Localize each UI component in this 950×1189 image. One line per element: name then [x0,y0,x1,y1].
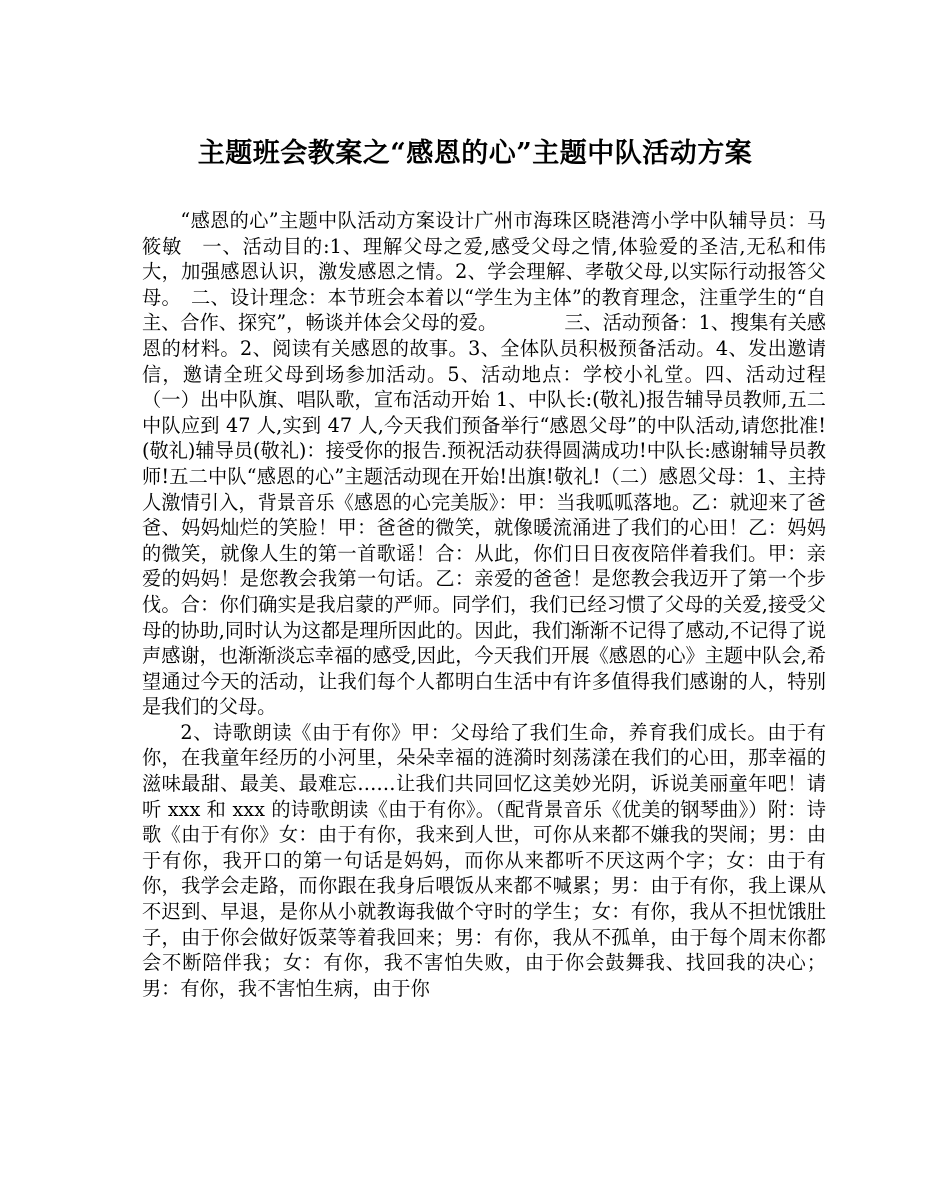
document-title: 主题班会教案之“感恩的心”主题中队活动方案 [197,138,753,169]
paragraph: “感恩的心”主题中队活动方案设计广州市海珠区晓港湾小学中队辅导员：马筱敏 一、活动目的:1、理解父母之爱,感受父母之情,体验爱的圣洁,无私和伟大，加强感恩认识，激发感恩之情。2、学会理解、孝敬父母,以实际行动报答父母。 二、设计理念：本节班会本着以“学生为主体”的教育理念，注重学生的“自主、合作、探究”，畅谈并体会父母的爱。 三、活动预备：1、搜集有关感恩的材料。2、阅读有关感恩的故事。3、全体队员积极预备活动。4、发出邀请信，邀请全班父母到场参加活动。5、活动地点：学校小礼堂。四、活动过程（一）出中队旗、唱队歌，宣布活动开始 1、中队长:(敬礼)报告辅导员教师,五二中队应到 47 人,实到 47 人,今天我们预备举行“感恩父母”的中队活动,请您批准!(敬礼)辅导员(敬礼)：接受你的报告.预祝活动获得圆满成功!中队长:感谢辅导员教师!五二中队“感恩的心”主题活动现在开始!出旗!敬礼!（二）感恩父母：1、主持人激情引入，背景音乐《感恩的心完美版》：甲：当我呱呱落地。乙：就迎来了爸爸、妈妈灿烂的笑脸！甲：爸爸的微笑，就像暖流涌进了我们的心田！乙：妈妈的微笑，就像人生的第一首歌谣！合：从此，你们日日夜夜陪伴着我们。甲：亲爱的妈妈！是您教会我第一句话。乙：亲爱的爸爸！是您教会我迈开了第一个步伐。合：你们确实是我启蒙的严师。同学们，我们已经习惯了父母的关爱,接受父母的协助,同时认为这都是理所因此的。因此，我们渐渐不记得了感动,不记得了说声感谢，也渐渐淡忘幸福的感受,因此，今天我们开展《感恩的心》主题中队会,希望通过今天的活动，让我们每个人都明白生活中有许多值得我们感谢的人，特别是我们的父母。 [142,209,826,719]
paragraph: 2、诗歌朗读《由于有你》甲：父母给了我们生命，养育我们成长。由于有你，在我童年经历的小河里，朵朵幸福的涟漪时刻荡漾在我们的心田，那幸福的滋味最甜、最美、最难忘……让我们共同回忆这美妙光阴，诉说美丽童年吧！请听 xxx 和 xxx 的诗歌朗读《由于有你》。（配背景音乐《优美的钢琴曲》）附：诗歌《由于有你》女：由于有你，我来到人世，可你从来都不嫌我的哭闹；男：由于有你，我开口的第一句话是妈妈，而你从来都听不厌这两个字；女：由于有你，我学会走路，而你跟在我身后喂饭从来都不喊累；男：由于有你，我上课从不迟到、早退，是你从小就教诲我做个守时的学生；女：有你，我从不担忧饿肚子，由于你会做好饭菜等着我回来；男：有你，我从不孤单，由于每个周末你都会不断陪伴我；女：有你，我不害怕失败，由于你会鼓舞我、找回我的决心；男：有你，我不害怕生病，由于你 [142,720,826,1000]
document-body [142,208,826,1001]
